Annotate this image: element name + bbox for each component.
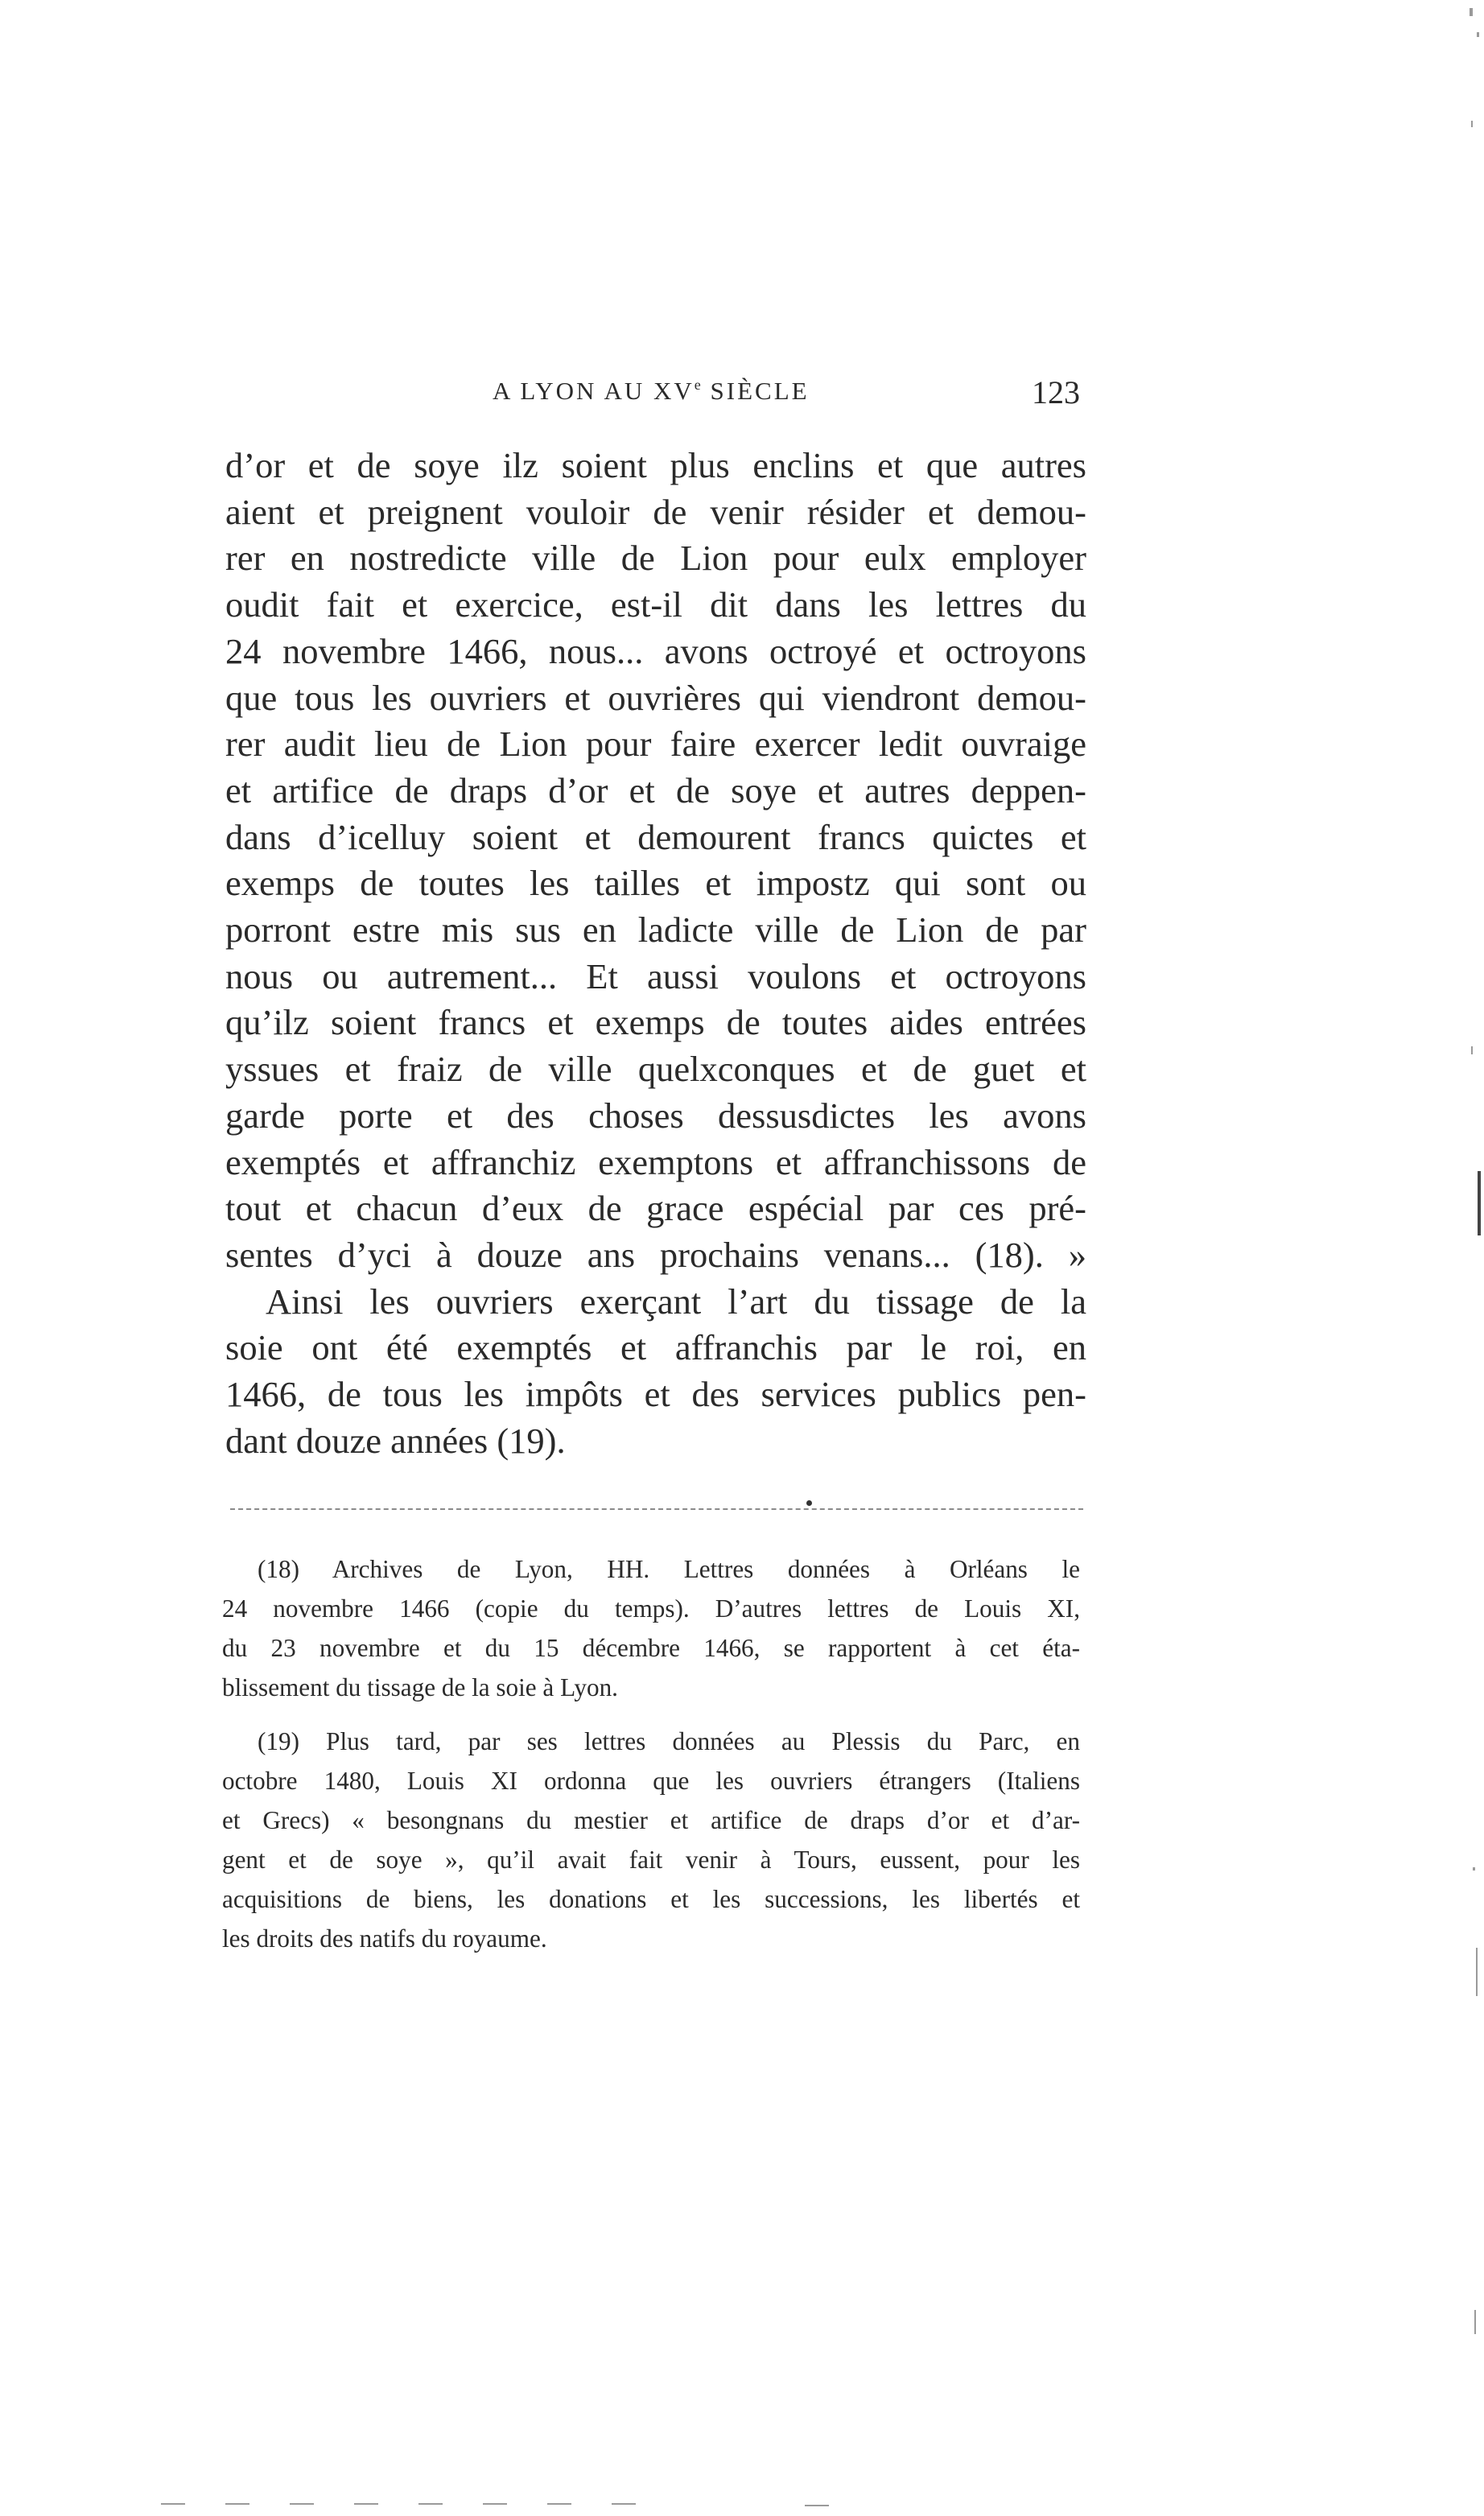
footnotes	[222, 1549, 1080, 1973]
text-line: et artifice de draps d’or et de soye et autres deppen-	[225, 769, 1086, 810]
footnote-19	[222, 1722, 1080, 1958]
running-head	[493, 377, 810, 406]
text-line: que tous les ouvriers et ouvrières qui viendront demou-	[225, 677, 1086, 718]
text-line: garde porte et des choses dessusdictes les avons	[225, 1095, 1086, 1136]
text-line: rer en nostredicte ville de Lion pour eulx employer	[225, 538, 1086, 579]
separator-dot	[806, 1500, 812, 1506]
text-line: exemptés et affranchiz exemptons et affranchissons de	[225, 1141, 1086, 1182]
scan-artifact	[161, 2503, 185, 2505]
footnote-line: et Grecs) « besongnans du mestier et artifice de draps d’or et d’ar-	[222, 1806, 1080, 1834]
scan-artifact	[1476, 1948, 1478, 1996]
text-line: dant douze années (19).	[225, 1420, 566, 1461]
text-line: 24 novembre 1466, nous... avons octroyé et octroyons	[225, 630, 1086, 671]
scan-artifact	[1474, 2310, 1476, 2334]
scan-artifact	[1477, 32, 1479, 37]
footnote-line: (18) Archives de Lyon, HH. Lettres données à Orléans le	[258, 1555, 1080, 1583]
main-text	[225, 443, 1086, 1464]
text-line: yssues et fraiz de ville quelxconques et de guet et	[225, 1049, 1086, 1090]
scan-artifact	[805, 2505, 829, 2506]
running-head-text: A LYON AU XV	[493, 377, 695, 405]
scan-artifact	[354, 2503, 378, 2505]
scan-artifact	[547, 2503, 571, 2505]
scan-artifact	[1478, 1171, 1481, 1235]
footnote-separator	[230, 1508, 1083, 1510]
running-head-text-end: SIÈCLE	[701, 377, 810, 405]
text-line: sentes d’yci à douze ans prochains venans... (18). »	[225, 1234, 1086, 1275]
scan-artifact	[483, 2503, 507, 2505]
text-line: rer audit lieu de Lion pour faire exercer ledit ouvraige	[225, 724, 1086, 765]
footnote-line: (19) Plus tard, par ses lettres données au Plessis du Parc, en	[258, 1727, 1080, 1755]
footnote-line: blissement du tissage de la soie à Lyon.	[222, 1673, 618, 1701]
scan-artifact	[418, 2503, 443, 2505]
text-line: Ainsi les ouvriers exerçant l’art du tissage de la	[266, 1281, 1086, 1322]
running-head-superscript: e	[694, 377, 702, 393]
footnote-18	[222, 1549, 1080, 1707]
scan-artifact	[612, 2503, 636, 2505]
scan-artifact	[290, 2503, 314, 2505]
page-number: 123	[1032, 374, 1080, 410]
footnote-line: gent et de soye », qu’il avait fait venir à Tours, eussent, pour les	[222, 1846, 1080, 1874]
text-line: dans d’icelluy soient et demourent francs quictes et	[225, 816, 1086, 857]
text-line: qu’ilz soient francs et exemps de toutes aides entrées	[225, 1002, 1086, 1043]
footnote-line: acquisitions de biens, les donations et les successions, les libertés et	[222, 1885, 1080, 1913]
footnote-line: 24 novembre 1466 (copie du temps). D’autres lettres de Louis XI,	[222, 1594, 1080, 1623]
text-line: tout et chacun d’eux de grace espécial par ces pré-	[225, 1188, 1086, 1229]
scan-artifact	[1473, 1867, 1475, 1871]
text-line: oudit fait et exercice, est-il dit dans les lettres du	[225, 584, 1086, 625]
footnote-line: octobre 1480, Louis XI ordonna que les ouvriers étrangers (Italiens	[222, 1767, 1080, 1795]
footnote-line: les droits des natifs du royaume.	[222, 1924, 547, 1953]
scan-artifact	[1471, 121, 1473, 127]
text-line: soie ont été exemptés et affranchis par le roi, en	[225, 1327, 1086, 1368]
text-line: nous ou autrement... Et aussi voulons et octroyons	[225, 955, 1086, 996]
scan-artifact	[1471, 1046, 1473, 1054]
text-line: d’or et de soye ilz soient plus enclins et que autres	[225, 445, 1086, 485]
text-line: porront estre mis sus en ladicte ville de Lion de par	[225, 909, 1086, 951]
footnote-line: du 23 novembre et du 15 décembre 1466, se rapportent à cet éta-	[222, 1634, 1080, 1662]
scan-artifact	[1470, 8, 1473, 16]
scan-artifact	[225, 2503, 249, 2505]
text-line: aient et preignent vouloir de venir résider et demou-	[225, 491, 1086, 532]
text-line: exemps de toutes les tailles et impostz qui sont ou	[225, 863, 1086, 904]
text-line: 1466, de tous les impôts et des services publics pen-	[225, 1374, 1086, 1415]
